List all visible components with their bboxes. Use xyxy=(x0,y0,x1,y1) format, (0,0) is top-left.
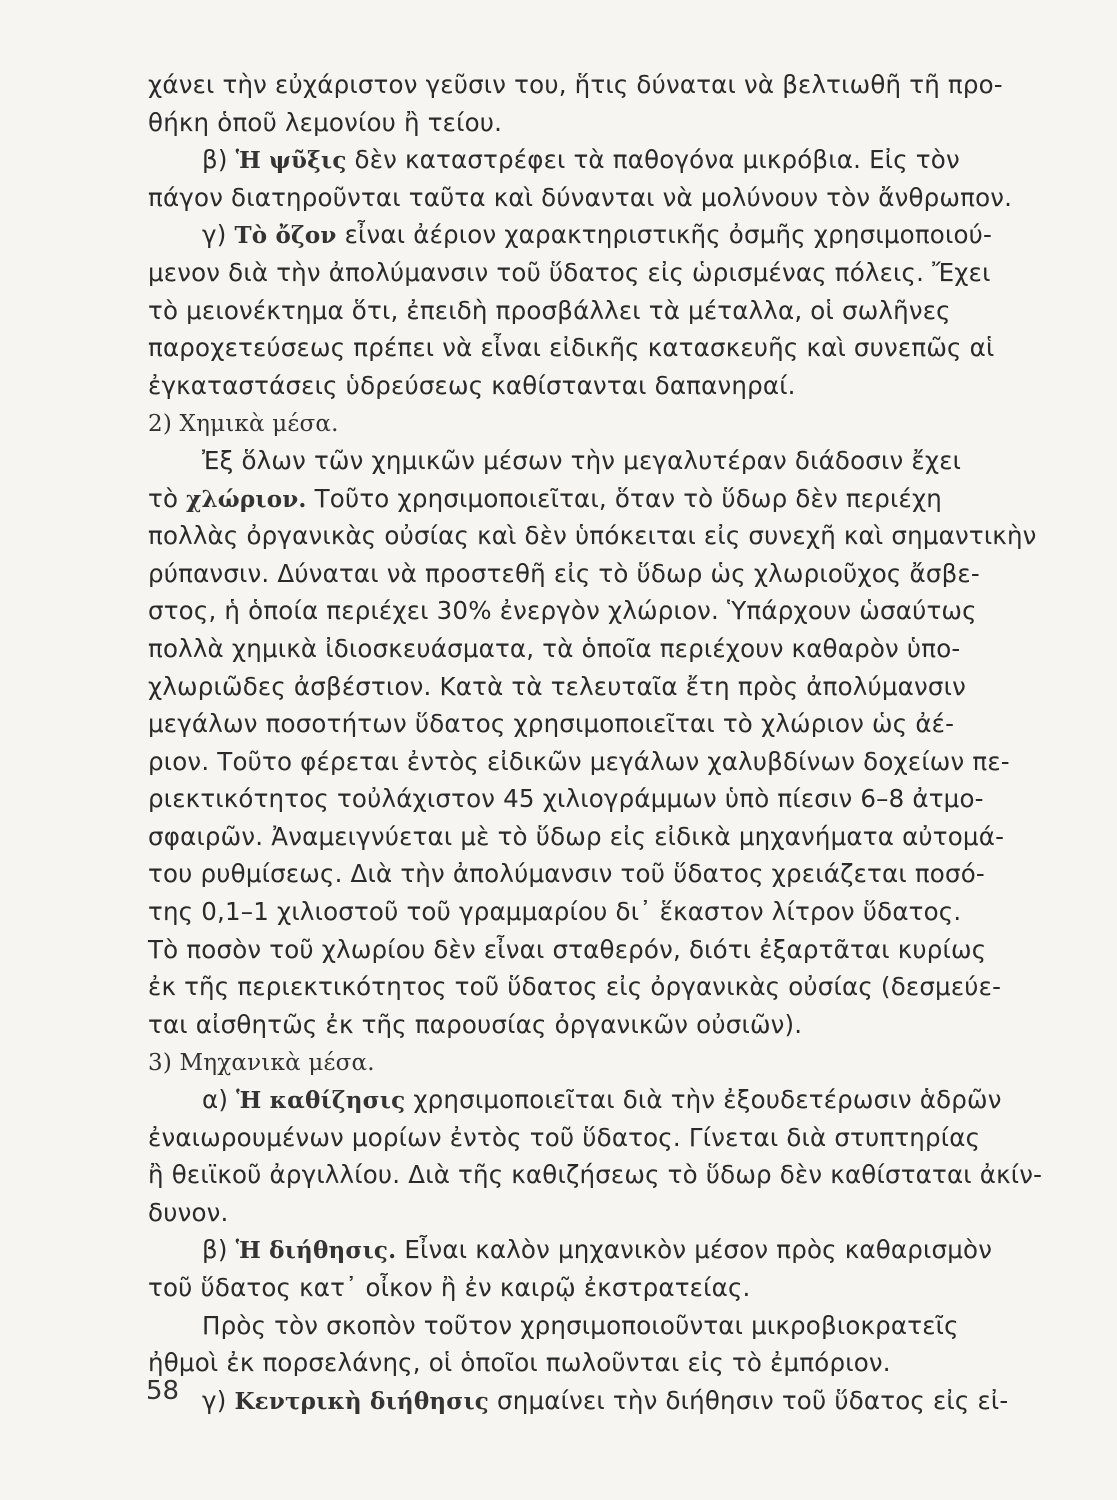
text-run: παροχετεύσεως πρέπει νὰ εἶναι εἰδικῆς κατασκευῆς καὶ συνεπῶς αἱ xyxy=(148,333,995,363)
text-run: ριεκτικότητος τοὐλάχιστον 45 χιλιογράμμων ὑπὸ πίεσιν 6–8 ἀτμο- xyxy=(148,784,984,814)
text-run: δυνον. xyxy=(148,1197,229,1227)
text-run: β) xyxy=(202,1235,236,1265)
text-line xyxy=(148,743,1018,781)
text-line xyxy=(148,1344,1018,1382)
text-line xyxy=(148,179,1018,217)
text-run: τὸ xyxy=(148,483,187,513)
text-line xyxy=(148,1043,1018,1081)
text-run: ται αἰσθητῶς ἐκ τῆς παρουσίας ὀργανικῶν οὐσιῶν). xyxy=(148,1009,803,1039)
text-line xyxy=(148,931,1018,969)
text-run: Τὸ ποσὸν τοῦ χλωρίου δὲν εἶναι σταθερόν, διότι ἐξαρτᾶται κυρίως xyxy=(148,934,987,964)
text-run: γ) xyxy=(202,1385,235,1415)
text-run: ριον. Τοῦτο φέρεται ἐντὸς εἰδικῶν μεγάλων χαλυβδίνων δοχείων πε- xyxy=(148,746,1010,776)
text-run: της 0,1–1 χιλιοστοῦ τοῦ γραμμαρίου δι᾽ ἕκαστον λίτρον ὕδατος. xyxy=(148,897,962,927)
text-line xyxy=(148,329,1018,367)
text-line xyxy=(148,216,1018,254)
term: Κεντρικὴ διήθησις xyxy=(234,1387,490,1415)
text-line xyxy=(148,442,1018,480)
text-run: Πρὸς τὸν σκοπὸν τοῦτον χρησιμοποιοῦνται μικροβιοκρατεῖς xyxy=(202,1310,959,1340)
text-run: εἶναι ἀέριον χαρακτηριστικῆς ὀσμῆς χρησιμοποιού- xyxy=(336,220,993,250)
page-number: 58 xyxy=(146,1376,180,1406)
text-run: πάγον διατηροῦνται ταῦτα καὶ δύνανται νὰ μολύνουν τὸν ἄνθρωπον. xyxy=(148,182,1013,212)
text-run: β) xyxy=(202,145,236,175)
text-run: α) xyxy=(202,1085,237,1115)
text-line xyxy=(148,592,1018,630)
text-run: ἢ θειϊκοῦ ἀργιλλίου. Διὰ τῆς καθιζήσεως τὸ ὕδωρ δὲν καθίσταται ἀκίν- xyxy=(148,1160,1043,1190)
term: Τὸ ὄζον xyxy=(234,222,337,250)
text-line xyxy=(148,668,1018,706)
text-run: μεγάλων ποσοτήτων ὕδατος χρησιμοποιεῖται τὸ χλώριον ὡς ἀέ- xyxy=(148,709,955,739)
term: Ἡ διήθησις. xyxy=(235,1237,397,1265)
text-run: γ) xyxy=(202,220,235,250)
text-line xyxy=(148,555,1018,593)
text-run: τοῦ ὕδατος κατ᾽ οἶκον ἢ ἐν καιρῷ ἐκστρατείας. xyxy=(148,1273,751,1302)
text-line xyxy=(148,1269,1018,1307)
text-run: πολλὰς ὀργανικὰς οὐσίας καὶ δὲν ὑπόκειται εἰς συνεχῆ καὶ σημαντικὴν xyxy=(148,521,1037,551)
text-line xyxy=(148,780,1018,818)
section-heading: 3) Μηχανικὰ μέσα. xyxy=(148,1050,375,1077)
text-run: πολλὰ χημικὰ ἰδιοσκευάσματα, τὰ ὁποῖα περιέχουν καθαρὸν ὑπο- xyxy=(148,633,961,663)
text-line xyxy=(148,104,1018,142)
text-line xyxy=(148,630,1018,668)
text-line xyxy=(148,66,1018,104)
term: Ἡ ψῦξις xyxy=(235,147,347,175)
text-line xyxy=(148,855,1018,893)
text-line xyxy=(148,254,1018,292)
text-line xyxy=(148,893,1018,931)
text-line xyxy=(148,1231,1018,1269)
text-run: χρησιμοποιεῖται διὰ τὴν ἐξουδετέρωσιν ἁδρῶν xyxy=(405,1085,1002,1115)
text-run: τὸ μειονέκτημα ὅτι, ἐπειδὴ προσβάλλει τὰ μέταλλα, οἱ σωλῆνες xyxy=(148,295,951,325)
text-line xyxy=(148,1307,1018,1345)
text-line xyxy=(148,517,1037,555)
text-line xyxy=(148,480,1018,518)
text-line xyxy=(148,1119,1018,1157)
text-line xyxy=(148,968,1018,1006)
text-run: ἐκ τῆς περιεκτικότητος τοῦ ὕδατος εἰς ὀργανικὰς οὐσίας (δεσμεύε- xyxy=(148,972,1002,1002)
text-run: Τοῦτο χρησιμοποιεῖται, ὅταν τὸ ὕδωρ δὲν περιέχη xyxy=(306,483,943,513)
term: Ἡ καθίζησις xyxy=(236,1087,406,1115)
text-line xyxy=(148,367,1018,405)
text-run: δὲν καταστρέφει τὰ παθογόνα μικρόβια. Εἰς τὸν xyxy=(346,145,960,175)
text-run: στος, ἡ ὁποία περιέχει 30% ἐνεργὸν χλώριον. Ὑπάρχουν ὡσαύτως xyxy=(148,596,977,626)
text-run: Ἐξ ὅλων τῶν χημικῶν μέσων τὴν μεγαλυτέραν διάδοσιν ἔχει xyxy=(202,445,962,475)
text-line xyxy=(148,818,1018,856)
text-run: του ρυθμίσεως. Διὰ τὴν ἀπολύμανσιν τοῦ ὕδατος χρειάζεται ποσό- xyxy=(148,859,985,889)
text-run: ἠθμοὶ ἐκ πορσελάνης, οἱ ὁποῖοι πωλοῦνται εἰς τὸ ἐμπόριον. xyxy=(148,1348,891,1378)
text-run: ρύπανσιν. Δύναται νὰ προστεθῆ εἰς τὸ ὕδωρ ὡς χλωριοῦχος ἄσβε- xyxy=(148,558,980,588)
text-line xyxy=(148,1006,1018,1044)
text-run: μενον διὰ τὴν ἀπολύμανσιν τοῦ ὕδατος εἰς ὡρισμένας πόλεις. Ἔχει xyxy=(148,257,991,287)
text-line xyxy=(148,1156,1043,1194)
text-line xyxy=(148,1081,1018,1119)
text-line xyxy=(148,1194,1018,1232)
section-heading: 2) Χημικὰ μέσα. xyxy=(148,411,339,438)
text-run: ἐναιωρουμένων μορίων ἐντὸς τοῦ ὕδατος. Γίνεται διὰ στυπτηρίας xyxy=(148,1122,981,1152)
text-run: σημαίνει τὴν διήθησιν τοῦ ὕδατος εἰς εἰ- xyxy=(489,1385,1009,1415)
text-line xyxy=(148,1382,1018,1420)
text-run: Εἶναι καλὸν μηχανικὸν μέσον πρὸς καθαρισμὸν xyxy=(396,1235,993,1265)
text-run: θήκη ὁποῦ λεμονίου ἢ τείου. xyxy=(148,107,503,137)
text-run: σφαιρῶν. Ἀναμειγνύεται μὲ τὸ ὕδωρ εἰς εἰδικὰ μηχανήματα αὐτομά- xyxy=(148,821,1005,851)
text-run: χάνει τὴν εὐχάριστον γεῦσιν του, ἥτις δύναται νὰ βελτιωθῆ τῆ προ- xyxy=(148,70,1003,99)
text-line xyxy=(148,292,1018,330)
term: χλώριον. xyxy=(186,485,307,513)
body-text xyxy=(148,66,1043,1419)
text-run: χλωριῶδες ἀσβέστιον. Κατὰ τὰ τελευταῖα ἔτη πρὸς ἀπολύμανσιν xyxy=(148,671,966,701)
text-line xyxy=(148,141,1018,179)
text-line xyxy=(148,705,1018,743)
text-line xyxy=(148,404,1018,442)
text-run: ἐγκαταστάσεις ὑδρεύσεως καθίστανται δαπανηραί. xyxy=(148,370,796,400)
